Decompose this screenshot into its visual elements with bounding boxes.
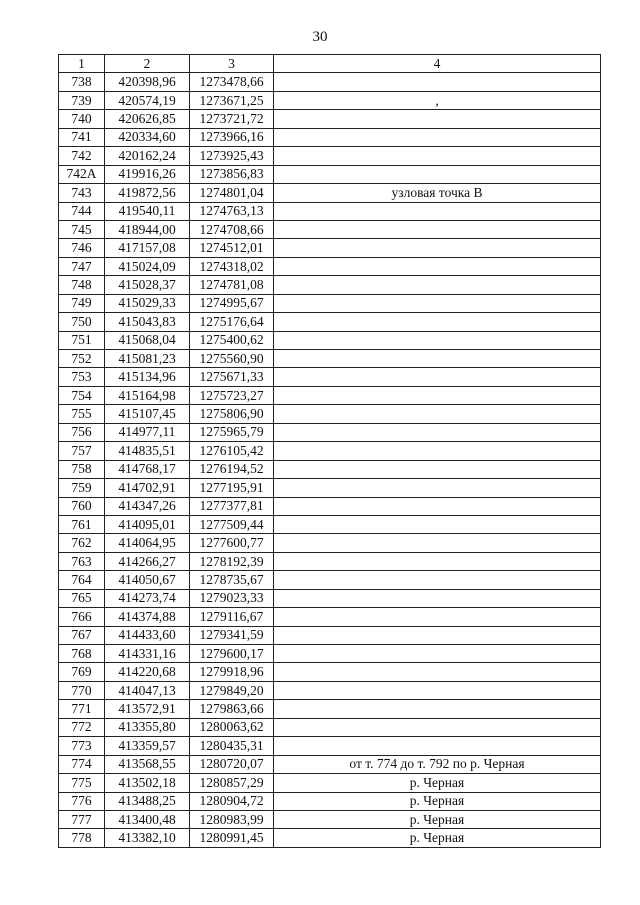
point-number-cell: 745 — [59, 220, 105, 238]
table-row — [59, 91, 601, 109]
note-cell — [274, 313, 601, 331]
point-number-cell: 761 — [59, 515, 105, 533]
note-cell — [274, 645, 601, 663]
x-coordinate-cell: 415164,98 — [105, 386, 190, 404]
note-cell — [274, 386, 601, 404]
point-number-cell: 774 — [59, 755, 105, 773]
x-coordinate-cell: 415081,23 — [105, 350, 190, 368]
y-coordinate-cell: 1273966,16 — [190, 128, 274, 146]
y-coordinate-cell: 1279116,67 — [190, 608, 274, 626]
point-number-cell: 755 — [59, 405, 105, 423]
point-number-cell: 769 — [59, 663, 105, 681]
point-number-cell: 778 — [59, 829, 105, 847]
point-number-cell: 757 — [59, 442, 105, 460]
y-coordinate-cell: 1278735,67 — [190, 571, 274, 589]
y-coordinate-cell: 1280991,45 — [190, 829, 274, 847]
y-coordinate-cell: 1274708,66 — [190, 220, 274, 238]
note-cell — [274, 589, 601, 607]
point-number-cell: 752 — [59, 350, 105, 368]
x-coordinate-cell: 419540,11 — [105, 202, 190, 220]
point-number-cell: 747 — [59, 257, 105, 275]
x-coordinate-cell: 415134,96 — [105, 368, 190, 386]
point-number-cell: 759 — [59, 479, 105, 497]
table-row — [59, 829, 601, 847]
note-cell — [274, 608, 601, 626]
note-cell — [274, 405, 601, 423]
x-coordinate-cell: 414095,01 — [105, 515, 190, 533]
y-coordinate-cell: 1274995,67 — [190, 294, 274, 312]
note-cell — [274, 663, 601, 681]
table-row — [59, 700, 601, 718]
x-coordinate-cell: 413502,18 — [105, 774, 190, 792]
note-cell — [274, 239, 601, 257]
note-cell: р. Черная — [274, 810, 601, 828]
y-coordinate-cell: 1274512,01 — [190, 239, 274, 257]
y-coordinate-cell: 1279341,59 — [190, 626, 274, 644]
point-number-cell: 753 — [59, 368, 105, 386]
point-number-cell: 739 — [59, 91, 105, 109]
y-coordinate-cell: 1275806,90 — [190, 405, 274, 423]
point-number-cell: 764 — [59, 571, 105, 589]
note-cell — [274, 331, 601, 349]
x-coordinate-cell: 414266,27 — [105, 552, 190, 570]
x-coordinate-cell: 419916,26 — [105, 165, 190, 183]
x-coordinate-cell: 414977,11 — [105, 423, 190, 441]
table-row — [59, 737, 601, 755]
x-coordinate-cell: 414273,74 — [105, 589, 190, 607]
x-coordinate-cell: 418944,00 — [105, 220, 190, 238]
x-coordinate-cell: 413359,57 — [105, 737, 190, 755]
table-row — [59, 313, 601, 331]
y-coordinate-cell: 1275400,62 — [190, 331, 274, 349]
table-row — [59, 239, 601, 257]
x-coordinate-cell: 413568,55 — [105, 755, 190, 773]
note-cell — [274, 73, 601, 91]
x-coordinate-cell: 413355,80 — [105, 718, 190, 736]
x-coordinate-cell: 414047,13 — [105, 681, 190, 699]
y-coordinate-cell: 1274318,02 — [190, 257, 274, 275]
x-coordinate-cell: 413572,91 — [105, 700, 190, 718]
x-coordinate-cell: 414050,67 — [105, 571, 190, 589]
x-coordinate-cell: 415068,04 — [105, 331, 190, 349]
table-row — [59, 626, 601, 644]
point-number-cell: 766 — [59, 608, 105, 626]
note-cell — [274, 350, 601, 368]
point-number-cell: 771 — [59, 700, 105, 718]
note-cell — [274, 497, 601, 515]
column-header: 4 — [274, 55, 601, 73]
x-coordinate-cell: 420626,85 — [105, 110, 190, 128]
point-number-cell: 743 — [59, 184, 105, 202]
y-coordinate-cell: 1279918,96 — [190, 663, 274, 681]
table-row — [59, 331, 601, 349]
x-coordinate-cell: 414220,68 — [105, 663, 190, 681]
note-cell — [274, 202, 601, 220]
column-header: 1 — [59, 55, 105, 73]
table-header-row — [59, 55, 601, 73]
table-row — [59, 589, 601, 607]
x-coordinate-cell: 414331,16 — [105, 645, 190, 663]
y-coordinate-cell: 1274763,13 — [190, 202, 274, 220]
point-number-cell: 767 — [59, 626, 105, 644]
note-cell: от т. 774 до т. 792 по р. Черная — [274, 755, 601, 773]
point-number-cell: 762 — [59, 534, 105, 552]
table-row — [59, 294, 601, 312]
point-number-cell: 758 — [59, 460, 105, 478]
note-cell — [274, 515, 601, 533]
note-cell: , — [274, 91, 601, 109]
y-coordinate-cell: 1273478,66 — [190, 73, 274, 91]
y-coordinate-cell: 1273856,83 — [190, 165, 274, 183]
table-row — [59, 257, 601, 275]
x-coordinate-cell: 419872,56 — [105, 184, 190, 202]
page-number: 30 — [312, 29, 328, 45]
note-cell: р. Черная — [274, 829, 601, 847]
x-coordinate-cell: 420162,24 — [105, 147, 190, 165]
point-number-cell: 750 — [59, 313, 105, 331]
y-coordinate-cell: 1279849,20 — [190, 681, 274, 699]
y-coordinate-cell: 1275671,33 — [190, 368, 274, 386]
point-number-cell: 775 — [59, 774, 105, 792]
y-coordinate-cell: 1279023,33 — [190, 589, 274, 607]
x-coordinate-cell: 415024,09 — [105, 257, 190, 275]
note-cell — [274, 442, 601, 460]
point-number-cell: 742А — [59, 165, 105, 183]
x-coordinate-cell: 414374,88 — [105, 608, 190, 626]
table-row — [59, 792, 601, 810]
y-coordinate-cell: 1280904,72 — [190, 792, 274, 810]
note-cell — [274, 552, 601, 570]
point-number-cell: 772 — [59, 718, 105, 736]
note-cell — [274, 626, 601, 644]
y-coordinate-cell: 1277600,77 — [190, 534, 274, 552]
note-cell — [274, 276, 601, 294]
y-coordinate-cell: 1275965,79 — [190, 423, 274, 441]
y-coordinate-cell: 1276194,52 — [190, 460, 274, 478]
table-row — [59, 147, 601, 165]
y-coordinate-cell: 1274801,04 — [190, 184, 274, 202]
x-coordinate-cell: 420398,96 — [105, 73, 190, 91]
y-coordinate-cell: 1274781,08 — [190, 276, 274, 294]
table-row — [59, 73, 601, 91]
table-row — [59, 515, 601, 533]
table-row — [59, 645, 601, 663]
y-coordinate-cell: 1273721,72 — [190, 110, 274, 128]
point-number-cell: 748 — [59, 276, 105, 294]
x-coordinate-cell: 420334,60 — [105, 128, 190, 146]
note-cell — [274, 571, 601, 589]
table-row — [59, 405, 601, 423]
x-coordinate-cell: 413488,25 — [105, 792, 190, 810]
table-row — [59, 571, 601, 589]
table-row — [59, 386, 601, 404]
point-number-cell: 777 — [59, 810, 105, 828]
note-cell — [274, 128, 601, 146]
note-cell — [274, 220, 601, 238]
note-cell — [274, 257, 601, 275]
note-cell — [274, 147, 601, 165]
table-row — [59, 128, 601, 146]
note-cell — [274, 534, 601, 552]
y-coordinate-cell: 1280983,99 — [190, 810, 274, 828]
point-number-cell: 749 — [59, 294, 105, 312]
x-coordinate-cell: 415043,83 — [105, 313, 190, 331]
x-coordinate-cell: 414347,26 — [105, 497, 190, 515]
table-row — [59, 681, 601, 699]
y-coordinate-cell: 1275723,27 — [190, 386, 274, 404]
point-number-cell: 770 — [59, 681, 105, 699]
table-row — [59, 184, 601, 202]
x-coordinate-cell: 413382,10 — [105, 829, 190, 847]
point-number-cell: 760 — [59, 497, 105, 515]
note-cell: р. Черная — [274, 774, 601, 792]
column-header: 2 — [105, 55, 190, 73]
note-cell — [274, 423, 601, 441]
x-coordinate-cell: 414064,95 — [105, 534, 190, 552]
y-coordinate-cell: 1276105,42 — [190, 442, 274, 460]
x-coordinate-cell: 414433,60 — [105, 626, 190, 644]
point-number-cell: 740 — [59, 110, 105, 128]
note-cell — [274, 737, 601, 755]
x-coordinate-cell: 413400,48 — [105, 810, 190, 828]
y-coordinate-cell: 1277195,91 — [190, 479, 274, 497]
point-number-cell: 746 — [59, 239, 105, 257]
table-row — [59, 110, 601, 128]
note-cell — [274, 460, 601, 478]
note-cell — [274, 110, 601, 128]
y-coordinate-cell: 1280857,29 — [190, 774, 274, 792]
table-row — [59, 552, 601, 570]
note-cell — [274, 700, 601, 718]
x-coordinate-cell: 417157,08 — [105, 239, 190, 257]
table-row — [59, 220, 601, 238]
note-cell — [274, 681, 601, 699]
point-number-cell: 776 — [59, 792, 105, 810]
point-number-cell: 765 — [59, 589, 105, 607]
x-coordinate-cell: 420574,19 — [105, 91, 190, 109]
y-coordinate-cell: 1280063,62 — [190, 718, 274, 736]
y-coordinate-cell: 1275176,64 — [190, 313, 274, 331]
table-row — [59, 460, 601, 478]
point-number-cell: 756 — [59, 423, 105, 441]
y-coordinate-cell: 1278192,39 — [190, 552, 274, 570]
note-cell — [274, 368, 601, 386]
x-coordinate-cell: 414835,51 — [105, 442, 190, 460]
y-coordinate-cell: 1279600,17 — [190, 645, 274, 663]
table-row — [59, 479, 601, 497]
y-coordinate-cell: 1277377,81 — [190, 497, 274, 515]
note-cell — [274, 165, 601, 183]
y-coordinate-cell: 1275560,90 — [190, 350, 274, 368]
table-row — [59, 442, 601, 460]
y-coordinate-cell: 1273671,25 — [190, 91, 274, 109]
point-number-cell: 742 — [59, 147, 105, 165]
table-row — [59, 718, 601, 736]
point-number-cell: 754 — [59, 386, 105, 404]
table-row — [59, 755, 601, 773]
column-header: 3 — [190, 55, 274, 73]
table-row — [59, 608, 601, 626]
x-coordinate-cell: 414702,91 — [105, 479, 190, 497]
x-coordinate-cell: 415028,37 — [105, 276, 190, 294]
table-row — [59, 165, 601, 183]
table-row — [59, 774, 601, 792]
point-number-cell: 763 — [59, 552, 105, 570]
table-body — [59, 73, 601, 847]
point-number-cell: 738 — [59, 73, 105, 91]
table-row — [59, 663, 601, 681]
y-coordinate-cell: 1277509,44 — [190, 515, 274, 533]
y-coordinate-cell: 1273925,43 — [190, 147, 274, 165]
note-cell: узловая точка В — [274, 184, 601, 202]
point-number-cell: 741 — [59, 128, 105, 146]
table-row — [59, 497, 601, 515]
table-row — [59, 202, 601, 220]
table-row — [59, 276, 601, 294]
note-cell — [274, 294, 601, 312]
point-number-cell: 768 — [59, 645, 105, 663]
table-row — [59, 350, 601, 368]
point-number-cell: 773 — [59, 737, 105, 755]
y-coordinate-cell: 1280720,07 — [190, 755, 274, 773]
note-cell: р. Черная — [274, 792, 601, 810]
y-coordinate-cell: 1280435,31 — [190, 737, 274, 755]
point-number-cell: 744 — [59, 202, 105, 220]
table-row — [59, 534, 601, 552]
x-coordinate-cell: 414768,17 — [105, 460, 190, 478]
point-number-cell: 751 — [59, 331, 105, 349]
table-row — [59, 368, 601, 386]
coordinates-table — [58, 54, 601, 848]
table-row — [59, 810, 601, 828]
x-coordinate-cell: 415029,33 — [105, 294, 190, 312]
y-coordinate-cell: 1279863,66 — [190, 700, 274, 718]
note-cell — [274, 718, 601, 736]
note-cell — [274, 479, 601, 497]
table-row — [59, 423, 601, 441]
x-coordinate-cell: 415107,45 — [105, 405, 190, 423]
